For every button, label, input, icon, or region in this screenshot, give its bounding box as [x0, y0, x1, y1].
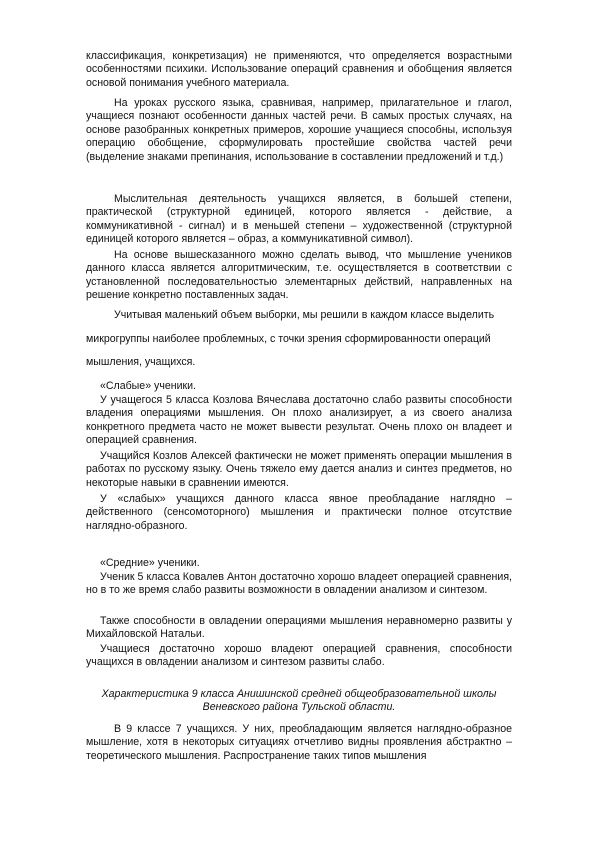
paragraph-psychology-features — [86, 50, 512, 90]
section-heading-9th-class — [86, 688, 512, 715]
paragraph-kovalev — [86, 571, 512, 598]
paragraph-sample-line-2 — [86, 333, 512, 346]
paragraph-9th-class — [86, 723, 512, 763]
paragraph-text: Учащийся Козлов Алексей фактически не может применять операции мышления в работах по русскому языку. Очень тяжело ему дается анализ и синтез предметов, но некоторые навыки в сравнении имеются. — [86, 450, 512, 489]
heading-average-students — [86, 557, 512, 570]
paragraph-text: «Слабые» ученики. — [100, 380, 196, 392]
paragraph-text: Учащиеся достаточно хорошо владеют операцией сравнения, способности учащихся в овладении анализом и синтезом развиты слабо. — [86, 643, 512, 669]
paragraph-text: классификация, конкретизация) не применяются, что определяется возрастными особенностями психики. Использование операций сравнения и обобщения является основой понимания учебного материала. — [86, 50, 512, 89]
paragraph-sample-line-3 — [86, 356, 512, 369]
section-heading-text: Характеристика 9 класса Анишинской средней общеобразовательной школы Веневского района Тульской области. — [101, 688, 497, 714]
paragraph-thinking-activity — [86, 193, 512, 247]
paragraph-conclusion — [86, 249, 512, 303]
paragraph-text: «Средние» ученики. — [100, 557, 200, 569]
paragraph-text: На уроках русского языка, сравнивая, например, прилагательное и глагол, учащиеся познают особенности данных частей речи. В самых простых случаях, на основе разобранных конкретных примеров, хорошие учащиеся способны, используя операцию обобщение, сформулировать простейшие свойства частей речи (выделение знаками препинания, использование в составлении предложений и т.д.) — [86, 97, 512, 163]
paragraph-russian-lessons — [86, 97, 512, 164]
paragraph-weak-summary — [86, 493, 512, 533]
paragraph-text: На основе вышесказанного можно сделать вывод, что мышление учеников данного класса является алгоритмическим, т.е. осуществляется в соответствии с установленной последовательностью элементарных действий, направленных на решение конкретно поставленных задач. — [86, 249, 512, 302]
paragraph-average-summary — [86, 643, 512, 670]
paragraph-text: Ученик 5 класса Ковалев Антон достаточно хорошо владеет операцией сравнения, но в то же время слабо развиты возможности в овладении анализом и синтезом. — [86, 571, 512, 597]
paragraph-text: Также способности в овладении операциями мышления неравномерно развиты у Михайловской Натальи. — [86, 615, 512, 641]
paragraph-text: У «слабых» учащихся данного класса явное преобладание наглядно – действенного (сенсомоторного) мышления и практически полное отсутствие наглядно-образного. — [86, 493, 512, 532]
paragraph-text: Учитывая маленький объем выборки, мы решили в каждом классе выделить — [114, 309, 495, 321]
paragraph-text: микрогруппы наиболее проблемных, с точки зрения сформированности операций — [86, 333, 491, 345]
paragraph-text: Мыслительная деятельность учащихся является, в большей степени, практической (структурной единицей, которого является - действие, а коммуникативной - сигнал) и в меньшей степени – художественной (структурной единицей которого является – образ, а коммуникативной символ). — [86, 193, 512, 246]
paragraph-mikhaylovskaya — [86, 615, 512, 642]
paragraph-text: В 9 классе 7 учащихся. У них, преобладающим является наглядно-образное мышление, хотя в некоторых ситуациях отчетливо видны проявления абстрактно – теоретического мышления. Распространение таких типов мышления — [86, 723, 512, 762]
paragraph-kozlov-vyacheslav — [86, 394, 512, 448]
heading-weak-students — [86, 380, 512, 393]
paragraph-sample-line-1 — [86, 309, 512, 322]
paragraph-text: мышления, учащихся. — [86, 356, 196, 368]
paragraph-text: У учащегося 5 класса Козлова Вячеслава достаточно слабо развиты способности владения операциями мышления. Он плохо анализирует, а из своего анализа конкретного предмета часто не может вывести результат. Очень плохо он владеет и операцией сравнения. — [86, 394, 512, 447]
paragraph-kozlov-alexey — [86, 450, 512, 490]
